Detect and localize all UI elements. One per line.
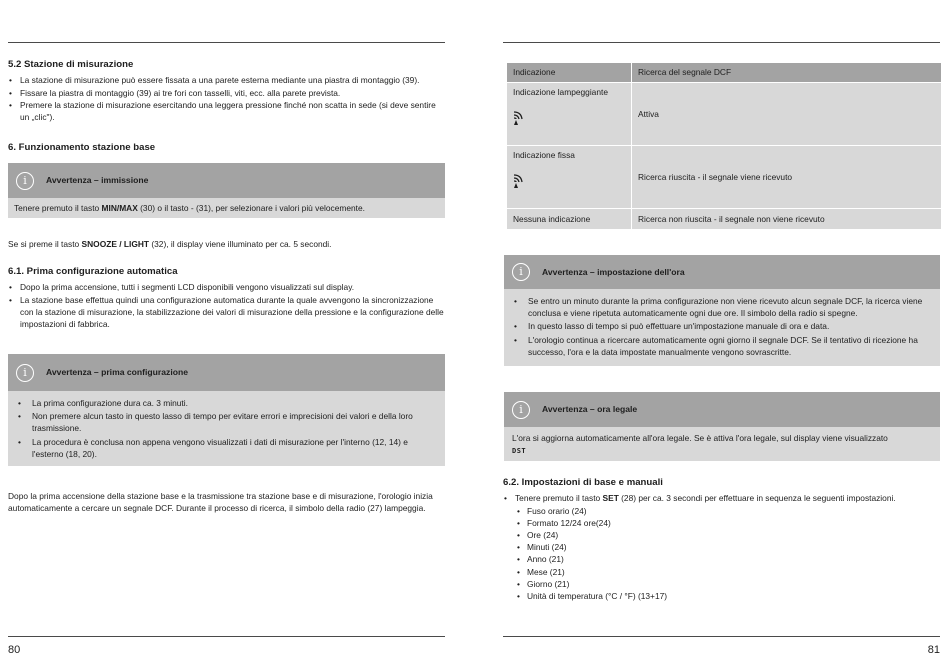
table-cell: Ricerca non riuscita - il segnale non viene ricevuto [632, 209, 942, 230]
section-title: 6.2. Impostazioni di base e manuali [503, 477, 663, 488]
list-item: • Minuti (24) [503, 541, 940, 553]
text: Se si preme il tasto [8, 239, 82, 249]
note-body [504, 289, 940, 366]
cell-text: Indicazione lampeggiante [513, 87, 608, 97]
paragraph [8, 238, 445, 250]
table-cell [507, 83, 632, 146]
bullet-list [510, 295, 930, 358]
table-cell [507, 146, 632, 209]
note-ora-legale [504, 392, 940, 461]
bullet-list [8, 281, 445, 330]
list-item: • La prima configurazione dura ca. 3 minuti. [14, 397, 417, 409]
list-item: • Fuso orario (24) [503, 505, 940, 517]
list-item: • Ore (24) [503, 529, 940, 541]
dcf-table [506, 62, 942, 230]
info-icon: i [512, 401, 530, 419]
info-icon: i [512, 263, 530, 281]
top-rule [503, 42, 940, 43]
bullet-list [14, 397, 417, 460]
list-item: • L'orologio continua a ricercare automaticamente ogni giorno il segnale DCF. Se il tentativo di ricezione ha successo, l'ora e la data impostate manualmente vengono sovrascritte. [510, 334, 930, 358]
list-item: • Formato 12/24 ore(24) [503, 517, 940, 529]
radio-signal-icon [513, 110, 625, 131]
list-item: • La stazione di misurazione può essere fissata a una parete esterna mediante una piastra di montaggio (39). [8, 74, 445, 86]
settings-list [503, 505, 940, 603]
right-page [495, 0, 950, 670]
list-item: • Mese (21) [503, 566, 940, 578]
list-item: • Se entro un minuto durante la prima configurazione non viene ricevuto alcun segnale DCF, la ricerca viene conclusa e viene ripetuta automaticamente ogni due ore. Il simbolo della radio si spegne. [510, 295, 930, 319]
section-6-2 [503, 477, 940, 602]
note-header [8, 354, 445, 391]
list-item: • La procedura è conclusa non appena vengono visualizzati i dati di misurazione per l'interno (12, 14) e l'esterno (18, 20). [14, 436, 417, 460]
radio-signal-icon [513, 173, 625, 194]
list-item: • Fissare la piastra di montaggio (39) ai tre fori con tasselli, viti, ecc. alla parete prevista. [8, 87, 445, 99]
note-title: Avvertenza – immissione [46, 175, 149, 186]
section-title: 6. Funzionamento stazione base [8, 142, 156, 153]
table-header-cell: Indicazione [507, 63, 632, 83]
list-item: • La stazione base effettua quindi una configurazione automatica durante la quale avvengono la sincronizzazione con la stazione di misurazione, la stabilizzazione dei valori di misurazione della pressione e la configurazione delle impostazioni di fabbrica. [8, 294, 445, 331]
bottom-rule [503, 636, 940, 637]
note-title: Avvertenza – impostazione dell'ora [542, 266, 685, 277]
section-6-1 [8, 266, 445, 330]
list-item [503, 492, 940, 504]
table-header [507, 63, 942, 83]
note-text: Tenere premuto il tasto [14, 203, 102, 213]
note-title: Avvertenza – prima configurazione [46, 367, 188, 378]
table-row [507, 146, 942, 209]
table-cell: Attiva [632, 83, 942, 146]
section-6 [8, 142, 445, 157]
bullet-list [503, 492, 940, 504]
table-cell: Ricerca riuscita - il segnale viene ricevuto [632, 146, 942, 209]
key-set: SET [602, 493, 619, 504]
key-min-max: MIN/MAX [101, 203, 138, 213]
note-body [8, 198, 445, 218]
page-number: 80 [8, 644, 21, 656]
note-immissione [8, 163, 445, 218]
note-prima-configurazione [8, 354, 445, 466]
table-row [507, 209, 942, 230]
section-5-2 [8, 59, 445, 123]
key-snooze-light: SNOOZE / LIGHT [81, 239, 150, 249]
note-body [504, 427, 940, 461]
info-icon: i [16, 364, 34, 382]
info-icon: i [16, 172, 34, 190]
paragraph: Dopo la prima accensione della stazione base e la trasmissione tra stazione base e di misurazione, l'orologio inizia automaticamente a cercare un segnale DCF. Durante il processo di ricerca, il simbolo della radio (27) lampeggia. [8, 491, 433, 514]
note-body [8, 391, 445, 466]
bullet-list [8, 74, 445, 123]
note-text: (30) o il tasto - (31), per selezionare i valori più velocemente. [137, 203, 365, 213]
list-item: • Anno (21) [503, 553, 940, 565]
text: (28) per ca. 3 secondi per effettuare in sequenza le seguenti impostazioni. [618, 493, 896, 504]
note-impostazione-ora [504, 255, 940, 366]
left-page [0, 0, 455, 670]
table-header-cell: Ricerca del segnale DCF [632, 63, 942, 83]
table-cell: Nessuna indicazione [507, 209, 632, 230]
text: (32), il display viene illuminato per ca. 5 secondi. [149, 239, 332, 249]
text: Tenere premuto il tasto [515, 493, 603, 504]
dst-indicator: DST [512, 447, 527, 456]
page-number: 81 [927, 644, 940, 656]
list-item: • In questo lasso di tempo si può effettuare un'impostazione manuale di ora e data. [510, 320, 930, 332]
paragraph-dcf [8, 490, 445, 514]
table-row [507, 83, 942, 146]
list-item: • Giorno (21) [503, 578, 940, 590]
note-header [8, 163, 445, 198]
note-text: L'ora si aggiorna automaticamente all'ora legale. Se è attiva l'ora legale, sul display viene visualizzato [512, 433, 888, 443]
list-item: • Non premere alcun tasto in questo lasso di tempo per evitare errori e imprecisioni dei valori e della loro trasmissione. [14, 410, 417, 434]
bottom-rule [8, 636, 445, 637]
list-item: • Premere la stazione di misurazione esercitando una leggera pressione finché non scatta in sede (si deve sentire un „clic"). [8, 99, 445, 123]
section-title: 5.2 Stazione di misurazione [8, 59, 134, 70]
cell-text: Indicazione fissa [513, 150, 575, 160]
list-item: • Unità di temperatura (°C / °F) (13+17) [503, 590, 940, 602]
paragraph-snooze [8, 238, 445, 250]
note-title: Avvertenza – ora legale [542, 404, 638, 415]
list-item: • Dopo la prima accensione, tutti i segmenti LCD disponibili vengono visualizzati sul display. [8, 281, 445, 293]
top-rule [8, 42, 445, 43]
note-header [504, 392, 940, 427]
section-title: 6.1. Prima configurazione automatica [8, 266, 178, 277]
note-header [504, 255, 940, 289]
